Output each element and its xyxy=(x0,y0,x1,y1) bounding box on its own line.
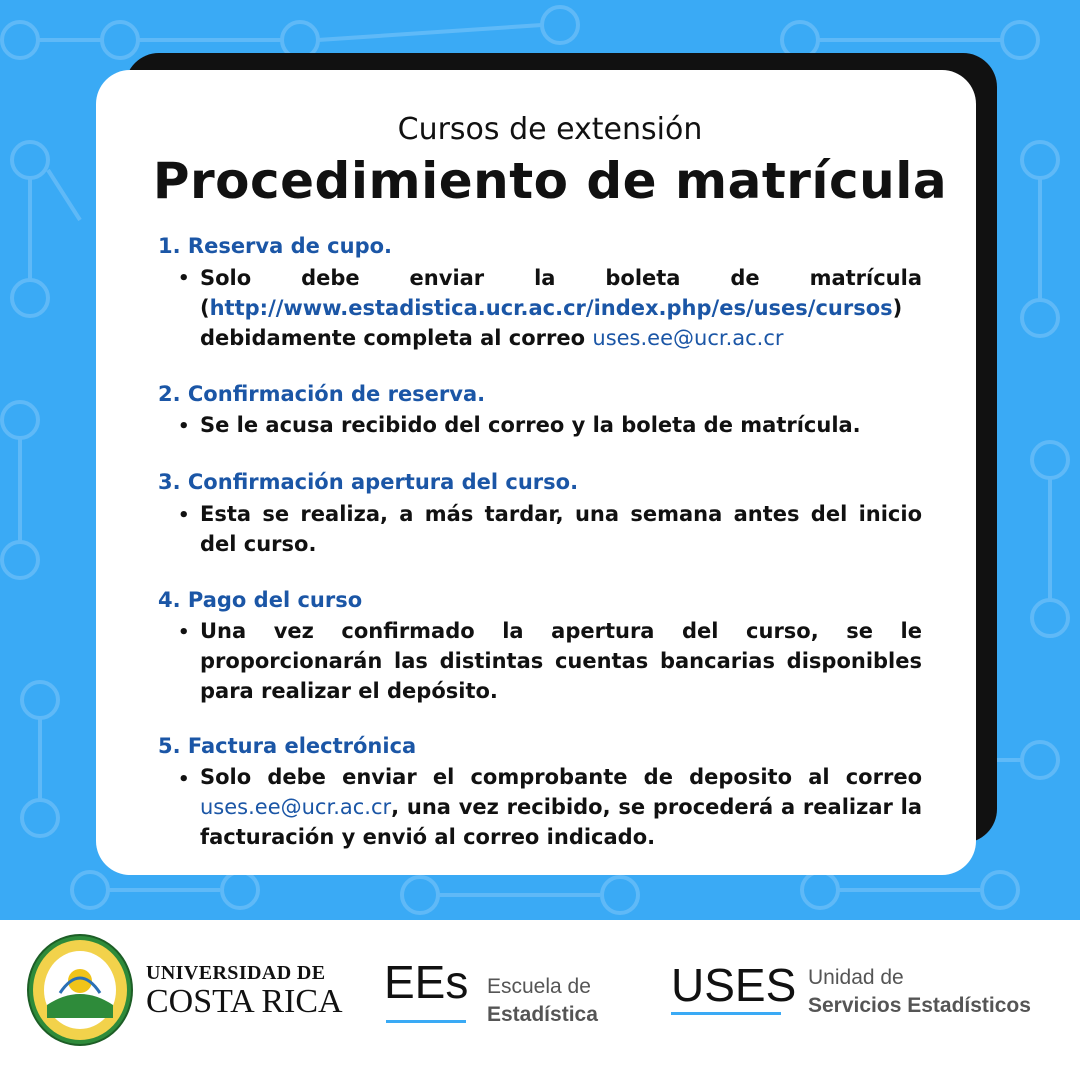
step-2-heading: 2. Confirmación de reserva. xyxy=(158,382,486,406)
uses-underline xyxy=(671,1012,781,1015)
ucr-logo-text xyxy=(146,963,343,1019)
step-4-text: Una vez confirmado la apertura del curso, se le proporcionarán las distintas cuentas bancarias disponibles para realizar el depósito. xyxy=(200,619,922,703)
step-1-line2 xyxy=(200,293,922,323)
step-5-text-start: Solo debe enviar el comprobante de deposito al correo xyxy=(200,765,922,789)
page-title: Procedimiento de matrícula xyxy=(152,152,948,210)
step-1-line1: Solo debe enviar la boleta de matrícula xyxy=(200,266,922,290)
step-1-line3-text: debidamente completa al correo xyxy=(200,326,593,350)
step-5-heading: 5. Factura electrónica xyxy=(158,734,417,758)
email-link-2[interactable]: uses.ee@ucr.ac.cr xyxy=(200,795,392,819)
bullet-2: • xyxy=(178,416,190,437)
uses-line2: Servicios Estadísticos xyxy=(808,994,1031,1017)
step-4-heading: 4. Pago del curso xyxy=(158,588,363,612)
boleta-url-link[interactable]: http://www.estadistica.ucr.ac.cr/index.php/es/uses/cursos xyxy=(209,296,893,320)
ucr-line2: COSTA RICA xyxy=(146,983,343,1020)
step-3-heading: 3. Confirmación apertura del curso. xyxy=(158,470,579,494)
ucr-seal-icon xyxy=(25,933,135,1048)
email-link-1[interactable]: uses.ee@ucr.ac.cr xyxy=(592,326,784,350)
step-1-heading: 1. Reserva de cupo. xyxy=(158,234,393,258)
ucr-line1: UNIVERSIDAD DE xyxy=(146,962,326,984)
bullet-5: • xyxy=(178,769,190,790)
step-3-text: Esta se realiza, a más tardar, una semana antes del inicio del curso. xyxy=(200,502,922,556)
ees-logo-mark: EEs xyxy=(384,956,469,1008)
step-5-text xyxy=(200,762,922,852)
uses-logo-text xyxy=(808,964,1031,1020)
paren-close: ) xyxy=(892,296,903,320)
page-subtitle: Cursos de extensión xyxy=(397,112,703,147)
uses-logo-mark: USES xyxy=(671,959,797,1011)
uses-line1: Unidad de xyxy=(808,966,904,989)
step-5-text-end: , una vez recibido, se procederá a realizar la facturación y envió al correo indicado. xyxy=(200,795,922,849)
step-2-text: Se le acusa recibido del correo y la boleta de matrícula. xyxy=(200,413,861,437)
step-1-line3 xyxy=(200,323,922,353)
paren-open: ( xyxy=(200,296,210,320)
bullet-4: • xyxy=(178,622,190,643)
ees-line1: Escuela de xyxy=(487,975,591,998)
ees-underline xyxy=(386,1020,466,1023)
ees-logo-text xyxy=(487,973,598,1029)
bullet-1: • xyxy=(178,268,190,289)
bullet-3: • xyxy=(178,505,190,526)
ees-line2: Estadística xyxy=(487,1003,598,1026)
